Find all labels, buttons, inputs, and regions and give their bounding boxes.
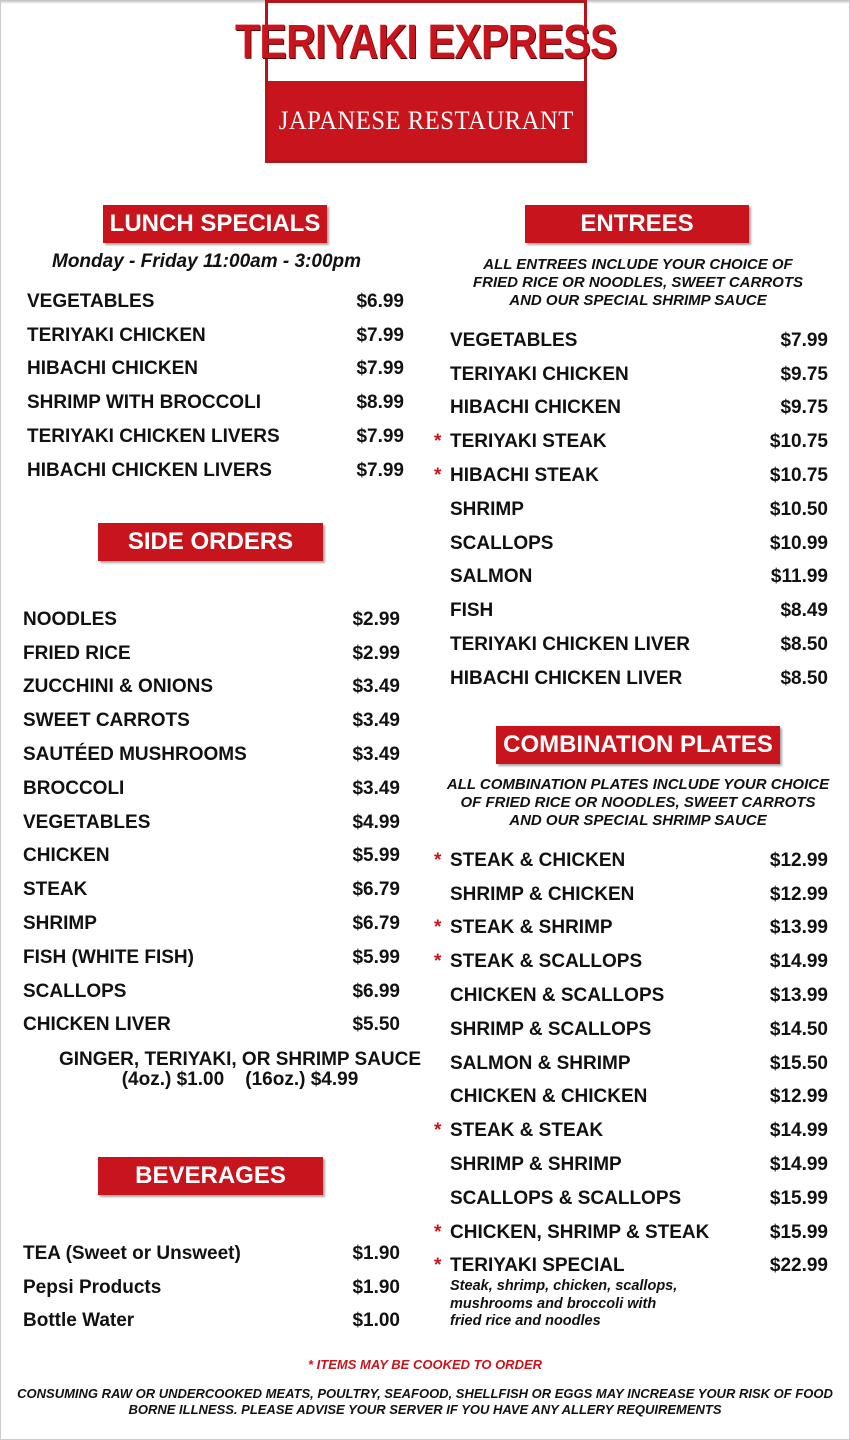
- menu-item-name: FRIED RICE: [23, 642, 131, 664]
- menu-item-row: [23, 1009, 403, 1043]
- menu-item-row: [23, 975, 403, 1009]
- menu-item-row: [23, 806, 403, 840]
- special-desc-line: mushrooms and broccoli with: [450, 1295, 657, 1312]
- menu-item-price: $15.99: [769, 1187, 828, 1209]
- menu-item-row: [450, 561, 828, 595]
- disclaimer-line: BORNE ILLNESS. PLEASE ADVISE YOUR SERVER IF YOU HAVE ANY ALLERY REQUIREMENTS: [128, 1402, 722, 1417]
- menu-item-price: $3.49: [352, 676, 400, 698]
- menu-item-name: CHICKEN & CHICKEN: [450, 1086, 648, 1108]
- menu-item-price: $5.50: [352, 1014, 400, 1036]
- menu-item-price: $5.99: [352, 946, 400, 968]
- menu-item-row: [27, 420, 407, 454]
- menu-item-name: CHICKEN, SHRIMP & STEAK: [450, 1221, 710, 1243]
- menu-item-name: SCALLOPS: [23, 980, 127, 1002]
- menu-item-row: [27, 285, 407, 319]
- special-desc-line: Steak, shrimp, chicken, scallops,: [450, 1278, 678, 1294]
- sauce-line-1: GINGER, TERIYAKI, OR SHRIMP SAUCE: [58, 1049, 422, 1070]
- menu-item-price: $10.50: [769, 498, 828, 520]
- menu-item-price: $8.49: [780, 600, 828, 622]
- cooked-to-order-asterisk: *: [434, 849, 442, 871]
- menu-item-name: FISH: [450, 600, 494, 622]
- entrees-note-line: FRIED RICE OR NOODLES, SWEET CARROTS: [472, 274, 803, 291]
- menu-item-price: $6.99: [356, 290, 404, 312]
- menu-item-price: $14.99: [769, 1154, 828, 1176]
- sauce-info: [40, 1050, 440, 1090]
- menu-item-name: HIBACHI CHICKEN LIVERS: [27, 459, 272, 481]
- menu-item-row: [434, 945, 828, 979]
- cooked-to-order-asterisk: *: [434, 917, 442, 939]
- menu-item-price: $2.99: [352, 642, 400, 664]
- menu-item-price: $3.49: [352, 744, 400, 766]
- menu-item-name: SALMON: [450, 566, 533, 588]
- menu-item-name: TERIYAKI CHICKEN LIVERS: [27, 426, 280, 448]
- menu-item-row: [23, 671, 403, 705]
- menu-item-price: $1.90: [352, 1276, 400, 1298]
- menu-item-row: [450, 662, 828, 696]
- cooked-to-order-asterisk: *: [434, 465, 442, 487]
- menu-item-row: [27, 319, 407, 353]
- menu-item-row: [450, 594, 828, 628]
- side-orders-list: [23, 603, 403, 1042]
- menu-item-row: [450, 628, 828, 662]
- menu-item-name: Pepsi Products: [23, 1276, 162, 1298]
- menu-item-name: VEGETABLES: [23, 811, 151, 833]
- menu-item-name: CHICKEN & SCALLOPS: [450, 985, 665, 1007]
- special-desc-line: fried rice and noodles: [450, 1313, 601, 1329]
- menu-item-price: $6.79: [352, 913, 400, 935]
- menu-item-row: [23, 1271, 403, 1305]
- menu-item-price: $13.99: [769, 917, 828, 939]
- menu-item-row: [434, 1216, 828, 1250]
- menu-item-row: [450, 527, 828, 561]
- combos-note-line: ALL COMBINATION PLATES INCLUDE YOUR CHOICE: [446, 776, 830, 793]
- cooked-to-order-asterisk: *: [434, 1120, 442, 1142]
- menu-item-price: $9.75: [780, 363, 828, 385]
- menu-item-price: $3.49: [352, 710, 400, 732]
- menu-item-row: [434, 844, 828, 878]
- menu-item-price: $8.50: [780, 667, 828, 689]
- menu-item-price: $5.99: [352, 845, 400, 867]
- menu-item-row: [450, 1013, 828, 1047]
- menu-item-price: $6.99: [352, 980, 400, 1002]
- menu-item-row: [450, 493, 828, 527]
- menu-item-name: SHRIMP & SHRIMP: [450, 1154, 622, 1176]
- menu-item-row: [450, 1081, 828, 1115]
- menu-item-name: CHICKEN LIVER: [23, 1014, 171, 1036]
- menu-item-name: BROCCOLI: [23, 777, 125, 799]
- menu-item-name: STEAK & CHICKEN: [450, 849, 626, 871]
- restaurant-logo: [235, 0, 617, 163]
- cooked-to-order-note: * ITEMS MAY BE COOKED TO ORDER: [307, 1357, 543, 1372]
- logo-bottom-band: [268, 81, 584, 160]
- menu-item-name: SAUTÉED MUSHROOMS: [23, 744, 247, 766]
- menu-item-price: $7.99: [356, 459, 404, 481]
- combos-list: [434, 844, 828, 1283]
- menu-item-name: NOODLES: [23, 608, 117, 630]
- menu-item-price: $4.99: [352, 811, 400, 833]
- menu-item-price: $12.99: [769, 849, 828, 871]
- menu-item-name: HIBACHI CHICKEN: [450, 397, 621, 419]
- menu-item-row: [23, 704, 403, 738]
- menu-item-name: SHRIMP & CHICKEN: [450, 883, 635, 905]
- menu-item-price: $8.50: [780, 634, 828, 656]
- menu-item-row: [27, 386, 407, 420]
- menu-item-row: [23, 1305, 403, 1339]
- menu-item-price: $14.50: [769, 1018, 828, 1040]
- menu-item-row: [23, 1237, 403, 1271]
- sauce-line-2: (4oz.) $1.00 (16oz.) $4.99: [121, 1069, 359, 1090]
- menu-item-price: $12.99: [769, 883, 828, 905]
- menu-item-name: VEGETABLES: [27, 290, 155, 312]
- menu-item-name: SHRIMP WITH BROCCOLI: [27, 392, 261, 414]
- menu-item-row: [23, 907, 403, 941]
- menu-item-row: [434, 425, 828, 459]
- beverages-banner: BEVERAGES: [98, 1157, 323, 1195]
- combos-note: [440, 776, 836, 830]
- entrees-note-line: ALL ENTREES INCLUDE YOUR CHOICE OF: [483, 256, 793, 273]
- menu-item-row: [23, 637, 403, 671]
- menu-item-name: TERIYAKI CHICKEN: [27, 324, 206, 346]
- menu-item-name: SHRIMP: [23, 913, 97, 935]
- menu-item-row: [434, 1114, 828, 1148]
- menu-item-price: $7.99: [780, 329, 828, 351]
- menu-item-name: STEAK & SHRIMP: [450, 917, 613, 939]
- menu-item-price: $14.99: [769, 951, 828, 973]
- menu-item-name: SHRIMP: [450, 498, 524, 520]
- combos-note-line: OF FRIED RICE OR NOODLES, SWEET CARROTS: [460, 794, 816, 811]
- menu-item-row: [450, 878, 828, 912]
- menu-item-row: [450, 358, 828, 392]
- entrees-note-line: AND OUR SPECIAL SHRIMP SAUCE: [509, 292, 767, 309]
- menu-item-row: [27, 353, 407, 387]
- menu-item-name: TERIYAKI CHICKEN: [450, 363, 629, 385]
- cooked-to-order-asterisk: *: [434, 951, 442, 973]
- side-orders-banner: SIDE ORDERS: [98, 523, 323, 561]
- menu-item-name: SCALLOPS & SCALLOPS: [450, 1187, 682, 1209]
- menu-item-row: [450, 1148, 828, 1182]
- restaurant-subtitle: JAPANESE RESTAURANT: [278, 105, 574, 135]
- menu-item-row: [23, 603, 403, 637]
- menu-item-price: $7.99: [356, 426, 404, 448]
- menu-item-name: FISH (WHITE FISH): [23, 946, 194, 968]
- menu-item-row: [27, 454, 407, 488]
- menu-item-row: [450, 979, 828, 1013]
- menu-item-price: $8.99: [356, 392, 404, 414]
- cooked-to-order-asterisk: *: [434, 431, 442, 453]
- lunch-specials-banner: LUNCH SPECIALS: [103, 205, 327, 243]
- menu-item-price: $9.75: [780, 397, 828, 419]
- food-safety-disclaimer: [0, 1386, 850, 1418]
- menu-item-name: SWEET CARROTS: [23, 710, 190, 732]
- menu-item-name: ZUCCHINI & ONIONS: [23, 676, 213, 698]
- menu-item-price: $3.49: [352, 777, 400, 799]
- menu-item-row: [450, 324, 828, 358]
- beverages-list: [23, 1237, 403, 1338]
- menu-item-price: $14.99: [769, 1120, 828, 1142]
- menu-item-price: $10.75: [769, 431, 828, 453]
- entrees-list: [434, 324, 828, 696]
- menu-item-row: [23, 738, 403, 772]
- menu-item-row: [434, 912, 828, 946]
- menu-item-price: $1.90: [352, 1242, 400, 1264]
- menu-item-name: STEAK & SCALLOPS: [450, 951, 643, 973]
- menu-item-name: TEA (Sweet or Unsweet): [23, 1242, 241, 1264]
- menu-item-row: [450, 392, 828, 426]
- menu-item-name: Bottle Water: [23, 1310, 135, 1332]
- menu-item-row: [23, 941, 403, 975]
- menu-item-name: TERIYAKI SPECIAL: [450, 1255, 625, 1277]
- menu-item-name: SCALLOPS: [450, 532, 554, 554]
- menu-item-name: STEAK: [23, 879, 88, 901]
- menu-item-price: $2.99: [352, 608, 400, 630]
- menu-item-row: [450, 1047, 828, 1081]
- restaurant-name: TERIYAKI EXPRESS: [235, 15, 617, 69]
- logo-top-band: [235, 3, 617, 81]
- menu-item-price: $13.99: [769, 985, 828, 1007]
- entrees-banner: ENTREES: [525, 205, 749, 243]
- menu-item-price: $15.50: [769, 1052, 828, 1074]
- lunch-items-list: [27, 285, 407, 488]
- menu-item-price: $10.99: [769, 532, 828, 554]
- menu-item-price: $1.00: [352, 1310, 400, 1332]
- menu-item-row: [434, 459, 828, 493]
- menu-item-name: TERIYAKI STEAK: [450, 431, 607, 453]
- menu-item-price: $22.99: [769, 1255, 828, 1277]
- menu-item-price: $11.99: [770, 566, 828, 588]
- disclaimer-line: CONSUMING RAW OR UNDERCOOKED MEATS, POULTRY, SEAFOOD, SHELLFISH OR EGGS MAY INCREASE YOUR RISK OF FOOD: [17, 1386, 833, 1401]
- menu-item-name: SHRIMP & SCALLOPS: [450, 1018, 652, 1040]
- menu-item-price: $15.99: [769, 1221, 828, 1243]
- teriyaki-special-description: [450, 1278, 677, 1331]
- lunch-hours: Monday - Friday 11:00am - 3:00pm: [52, 251, 362, 272]
- menu-item-name: STEAK & STEAK: [450, 1120, 604, 1142]
- menu-item-name: VEGETABLES: [450, 329, 578, 351]
- menu-item-name: HIBACHI STEAK: [450, 465, 599, 487]
- menu-item-name: SALMON & SHRIMP: [450, 1052, 631, 1074]
- cooked-to-order-asterisk: *: [434, 1255, 442, 1277]
- cooked-to-order-asterisk: *: [434, 1221, 442, 1243]
- menu-item-price: $7.99: [356, 324, 404, 346]
- menu-item-price: $7.99: [356, 358, 404, 380]
- menu-item-name: HIBACHI CHICKEN LIVER: [450, 667, 683, 689]
- combos-note-line: AND OUR SPECIAL SHRIMP SAUCE: [509, 812, 767, 829]
- menu-item-price: $12.99: [769, 1086, 828, 1108]
- menu-item-row: [23, 772, 403, 806]
- entrees-note: [440, 256, 836, 310]
- menu-item-name: CHICKEN: [23, 845, 110, 867]
- menu-item-row: [450, 1182, 828, 1216]
- menu-item-row: [23, 840, 403, 874]
- menu-item-name: TERIYAKI CHICKEN LIVER: [450, 634, 690, 656]
- menu-item-row: [23, 873, 403, 907]
- combination-plates-banner: COMBINATION PLATES: [496, 726, 780, 764]
- menu-item-price: $6.79: [352, 879, 400, 901]
- menu-item-price: $10.75: [769, 465, 828, 487]
- menu-item-name: HIBACHI CHICKEN: [27, 358, 198, 380]
